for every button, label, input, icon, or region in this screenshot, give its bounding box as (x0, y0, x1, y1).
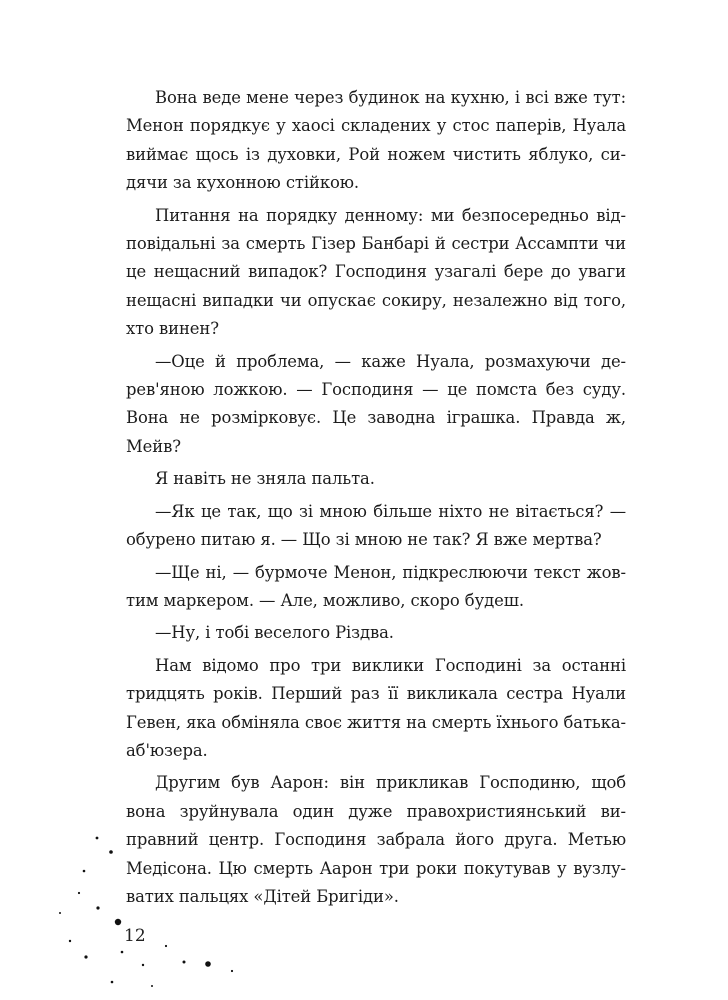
text-line: дячи за кухонною стійкою. (126, 173, 360, 193)
text-line: виймає щось із духовки, Рой ножем чистить яблуко, си- (126, 144, 626, 164)
paragraph (126, 84, 626, 198)
text-line: Вона не розмірковує. Це заводна іграшка. Правда ж, (126, 408, 626, 428)
text-line: хто винен? (126, 319, 219, 339)
body-text (126, 84, 626, 915)
sparkle-dot (69, 940, 71, 942)
sparkle-dot (78, 892, 80, 894)
text-line: Медісона. Цю смерть Аарон три роки покутував у вузлу- (126, 858, 626, 878)
paragraph (126, 348, 626, 462)
text-line: нещасні випадки чи опускає сокиру, незалежно від того, (126, 290, 626, 310)
sparkle-dot (151, 985, 153, 987)
sparkle-dot (96, 906, 99, 909)
paragraph (126, 559, 626, 616)
paragraph (126, 465, 626, 493)
sparkle-dot (115, 919, 121, 925)
text-line: це нещасний випадок? Господиня узагалі бере до уваги (126, 262, 626, 282)
text-line: Другим був Аарон: він прикликав Господиню, щоб (155, 773, 626, 793)
text-line: вона зруйнувала один дуже правохристиянський ви- (126, 801, 626, 821)
text-line: повідальні за смерть Гізер Банбарі й сестри Ассампти чи (126, 234, 626, 254)
paragraph (126, 202, 626, 344)
sparkle-dot (83, 870, 86, 873)
text-line: Питання на порядку денному: ми безпосередньо від- (155, 205, 626, 225)
text-line: аб'юзера. (126, 740, 208, 760)
sparkle-dot (111, 981, 114, 984)
text-line: рев'яною ложкою. — Господиня — це помста без суду. (126, 380, 626, 400)
sparkle-dot (165, 945, 167, 947)
sparkle-dot (84, 955, 87, 958)
paragraph (126, 652, 626, 766)
sparkle-dot (96, 837, 99, 840)
text-line: Гевен, яка обміняла своє життя на смерть їхнього батька- (126, 712, 626, 732)
text-line: тридцять років. Перший раз її викликала сестра Нуали (126, 684, 626, 704)
text-line: Я навіть не зняла пальта. (155, 469, 375, 489)
text-line: —Ще ні, — бурмоче Менон, підкреслюючи текст жов- (155, 562, 626, 582)
sparkle-dot (59, 912, 61, 914)
paragraph (126, 498, 626, 555)
text-line: Нам відомо про три виклики Господині за останні (155, 655, 626, 675)
paragraph (126, 619, 626, 647)
text-line: правний центр. Господиня забрала його друга. Метью (126, 830, 626, 850)
text-line: —Як це так, що зі мною більше ніхто не вітається? — (155, 501, 626, 521)
text-line: —Оце й проблема, — каже Нуала, розмахуючи де- (155, 351, 626, 371)
text-line: Мейв? (126, 436, 181, 456)
text-line: Вона веде мене через будинок на кухню, і всі вже тут: (155, 88, 626, 107)
page-number: 12 (124, 926, 146, 946)
sparkle-dot (183, 961, 186, 964)
text-line: ватих пальцях «Дітей Бригіди». (126, 886, 399, 906)
text-line: —Ну, і тобі веселого Різдва. (155, 623, 394, 643)
sparkle-dot (205, 961, 211, 967)
sparkle-dot (231, 970, 233, 972)
sparkle-dot (121, 951, 124, 954)
paragraph (126, 769, 626, 911)
text-line: обурено питаю я. — Що зі мною не так? Я вже мертва? (126, 530, 602, 550)
sparkle-dot (109, 850, 113, 854)
text-line: тим маркером. — Але, можливо, скоро будеш. (126, 590, 524, 610)
text-line: Менон порядкує у хаосі складених у стос паперів, Нуала (126, 116, 626, 136)
sparkle-dot (142, 964, 144, 966)
